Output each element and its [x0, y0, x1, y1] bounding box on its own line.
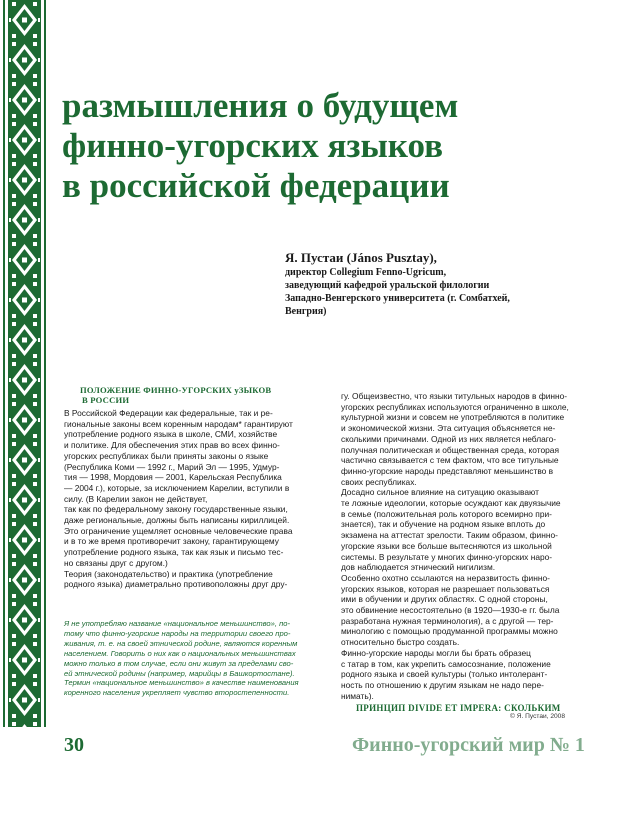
footnote-line: можно только в том случае, если они живут за пределами сво- [64, 658, 294, 668]
copyright-notice: © Я. Пустаи, 2008 [510, 713, 566, 720]
text-line: нимать). [341, 690, 374, 701]
text-line: с татар в том, как укрепить самосознание, положение [341, 658, 551, 669]
text-line: Это ограничение ущемляет основные человеческие права [64, 525, 293, 536]
text-line: ность по отношению к другим языкам не надо пере- [341, 679, 544, 690]
footnote-line: тому что финно-угорские народы на территории своего про- [64, 628, 291, 638]
title-line: в российской федерации [62, 166, 450, 205]
text-line: Особенно охотно ссылаются на неразвитость финно- [341, 572, 550, 583]
affiliation-line: директор Collegium Fenno-Ugricum, [285, 267, 447, 278]
title-line: размышления о будущем [62, 86, 459, 125]
text-line: Теория (законодательство) и практика (употребление [64, 568, 273, 579]
article-title [62, 86, 602, 206]
text-line: Досадно сильное влияние на ситуацию оказывают [341, 487, 539, 498]
text-line: угорских республиках были приняты законы о языке [64, 450, 269, 461]
text-line: и в то же время противоречит закону, гарантирующему [64, 536, 279, 547]
text-line: и политике. Для обеспечения этих прав во всех финно- [64, 440, 280, 451]
text-line: знается), так и обучение на родном языке вплоть до [341, 519, 546, 530]
section-heading-line: В РОССИИ [82, 395, 130, 405]
text-line: употребление родного языка в школе, СМИ, хозяйстве [64, 429, 278, 440]
text-line: угорских республиках используются ограниченно в школе, [341, 401, 569, 412]
footnote-line: живания, т. е. на своей этнической родине, являются коренным [64, 638, 298, 648]
footnote-line: Термин «национальное меньшинство» в качестве наименования [64, 678, 299, 688]
text-line: (Республика Коми — 1992 г., Марий Эл — 1995, Удмур- [64, 461, 280, 472]
author-affiliation [285, 266, 605, 318]
text-line: получная политическая и общественная среда, которая [341, 444, 559, 455]
text-line: системы. В результате у многих финно-угорских наро- [341, 551, 553, 562]
footnote-line: коренного населения укрепляет чувство второстепенности. [64, 688, 290, 698]
text-line: те ложные идеологии, которые осуждают как двуязычие [341, 498, 561, 509]
affiliation-line: Венгрия) [285, 306, 327, 317]
text-line: гу. Общеизвестно, что языки титульных народов в финно- [341, 391, 568, 401]
ornament-pattern-icon [3, 0, 46, 727]
text-line: это обвинение несостоятельно (в 1920—1930-е гг. была [341, 605, 560, 616]
affiliation-line: заведующий кафедрой уральской филологии [285, 280, 490, 291]
text-line: финно-угорские народы представляют меньшинство в [341, 465, 554, 476]
author-block [285, 250, 605, 318]
text-line: минологию с помощью продуманной программы можно [341, 626, 558, 637]
text-line: ими в обучении и других областях. С одной стороны, [341, 594, 548, 605]
text-line: силу. (В Карелии закон не действует, [64, 493, 208, 504]
text-line: В Российской Федерации как федеральные, так и ре- [64, 408, 273, 418]
text-line: и экономической жизни. Эта ситуация объясняется не- [341, 423, 556, 434]
text-line: в семье (положительная роль которого всемирно при- [341, 508, 552, 519]
text-line: дов наблюдается этнический нигилизм. [341, 562, 496, 573]
footnote [64, 619, 326, 698]
text-line: так как по федеральному закону государственные языки, [64, 504, 288, 515]
text-line: Финно-угорские народы могли бы брать образец [341, 647, 531, 658]
text-line: родного языка и своей культуры (только интолерант- [341, 669, 548, 680]
section-heading-line: ПОЛОЖЕНИЕ ФИННО-УГОРСКИХ уЗЫКОВ [80, 385, 272, 395]
text-line: частично связывается с тем фактом, что все титульные [341, 455, 559, 466]
text-line: экзамена на аттестат зрелости. Таким образом, финно- [341, 530, 558, 541]
text-line: употребление родного языка, так как язык и письмо тес- [64, 547, 284, 558]
text-line: культурной жизни и совсем не употребляются в политике [341, 412, 565, 423]
title-line: финно-угорских языков [62, 126, 444, 165]
right-column [341, 391, 599, 701]
text-line: своих республиках. [341, 476, 417, 487]
text-line: угорских языков, которая не разрешает пользоваться [341, 583, 550, 594]
affiliation-line: Западно-Венгерского университета (г. Сомбатхей, [285, 293, 510, 304]
text-line: гиональные законы всем коренным народам* гарантируют [64, 418, 293, 429]
text-line: угорские языки все больше вытесняются из школьной [341, 540, 552, 551]
section-heading [80, 385, 310, 405]
principle-heading: ПРИНЦИП DIVIDE ET IMPERA: СКОЛЬКИМ [356, 703, 561, 713]
text-line: родного языка) диаметрально противоположны друг дру- [64, 579, 288, 590]
text-line: даже региональные, должны быть написаны кириллицей. [64, 515, 290, 526]
footnote-line: Я не употребляю название «национальное меньшинство», по- [64, 619, 291, 628]
text-line: сколькими причинами. Одной из них является неблаго- [341, 433, 557, 444]
text-line: — 2004 г.), которые, за исключением Карелии, вступили в [64, 482, 290, 493]
footnote-line: населением. Говорить о них как о национальных меньшинствах [64, 648, 296, 658]
footnote-line: ей этнической родины (например, марийцы в Башкортостане). [64, 668, 295, 678]
author-name: Я. Пустаи (János Pusztay), [285, 250, 437, 265]
text-line: тия — 1998, Мордовия — 2001, Карельская Республика [64, 472, 282, 483]
journal-title: Финно-угорский мир № 1 [352, 734, 585, 756]
left-column [64, 408, 318, 590]
page-number: 30 [64, 734, 84, 756]
ornamental-border [3, 0, 46, 727]
text-line: но связаны друг с другом.) [64, 557, 168, 568]
text-line: относительно быстро создать. [341, 637, 460, 648]
text-line: разработана нужная терминология), а с другой — тер- [341, 615, 554, 626]
